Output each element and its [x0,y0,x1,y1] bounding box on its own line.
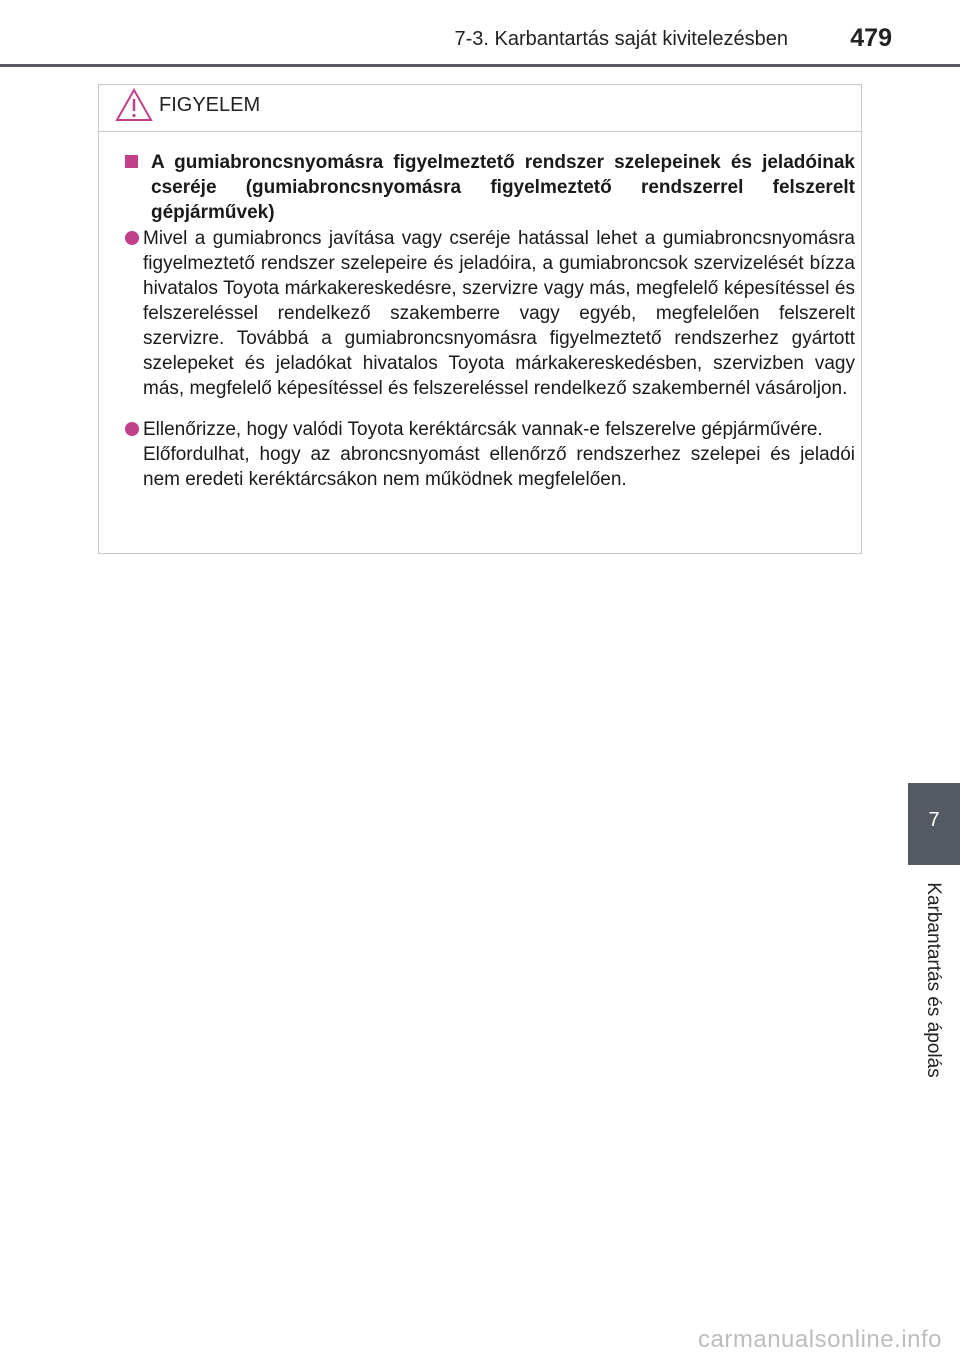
list-item-text: Ellenőrizze, hogy valódi Toyota keréktárcsák vannak-e felszerelve gépjárművére. [143,419,823,440]
list-item-text-continued: Előfordulhat, hogy az abroncsnyomást ellenőrző rendszerhez szelepei és jeladói nem eredeti keréktárcsákon nem működnek megfelelően. [143,444,855,490]
dot-bullet-icon [125,422,139,436]
list-item-text: Mivel a gumiabroncs javítása vagy cseréje hatással lehet a gumiabroncsnyomásra figyelmeztető rendszer szelepeire és jeladóira, a gumiabroncsok szervizelését bízza hivatalos Toyota márkakereskedésre, szervizre vagy más, megfelelő képesítéssel és felszereléssel rendelkező szakemberre vagy egyéb, megfelelően felszerelt szervizre. Továbbá a gumiabroncsnyomásra figyelmeztető rendszerhez gyártott szelepeket és jeladókat hivatalos Toyota márkakereskedésben, szervizben vagy más, megfelelő képesítéssel és felszereléssel rendelkező szakembernél vásároljon. [143,228,855,399]
chapter-tab[interactable] [908,783,960,865]
warning-heading: A gumiabroncsnyomásra figyelmeztető rendszer szelepeinek és jeladóinak cseréje (gumiabroncsnyomásra figyelmeztető rendszerrel felszerelt gépjárművek) [151,152,855,223]
list-item [119,417,855,492]
square-bullet-icon [125,155,138,168]
warning-sub-list [119,226,855,492]
chapter-side-label: Karbantartás és ápolás [923,882,944,1078]
page-number: 479 [850,24,892,52]
watermark: carmanualsonline.info [698,1326,942,1353]
warning-box [98,84,862,554]
warning-heading-item [125,150,855,225]
chapter-tab-number: 7 [928,809,940,831]
header-section-title: 7-3. Karbantartás saját kivitelezésben [454,28,788,50]
dot-bullet-icon [125,231,139,245]
header-rule [0,64,960,67]
warning-header [99,85,861,132]
list-item [119,226,855,401]
warning-triangle-icon [115,88,153,122]
warning-title: FIGYELEM [159,94,261,116]
